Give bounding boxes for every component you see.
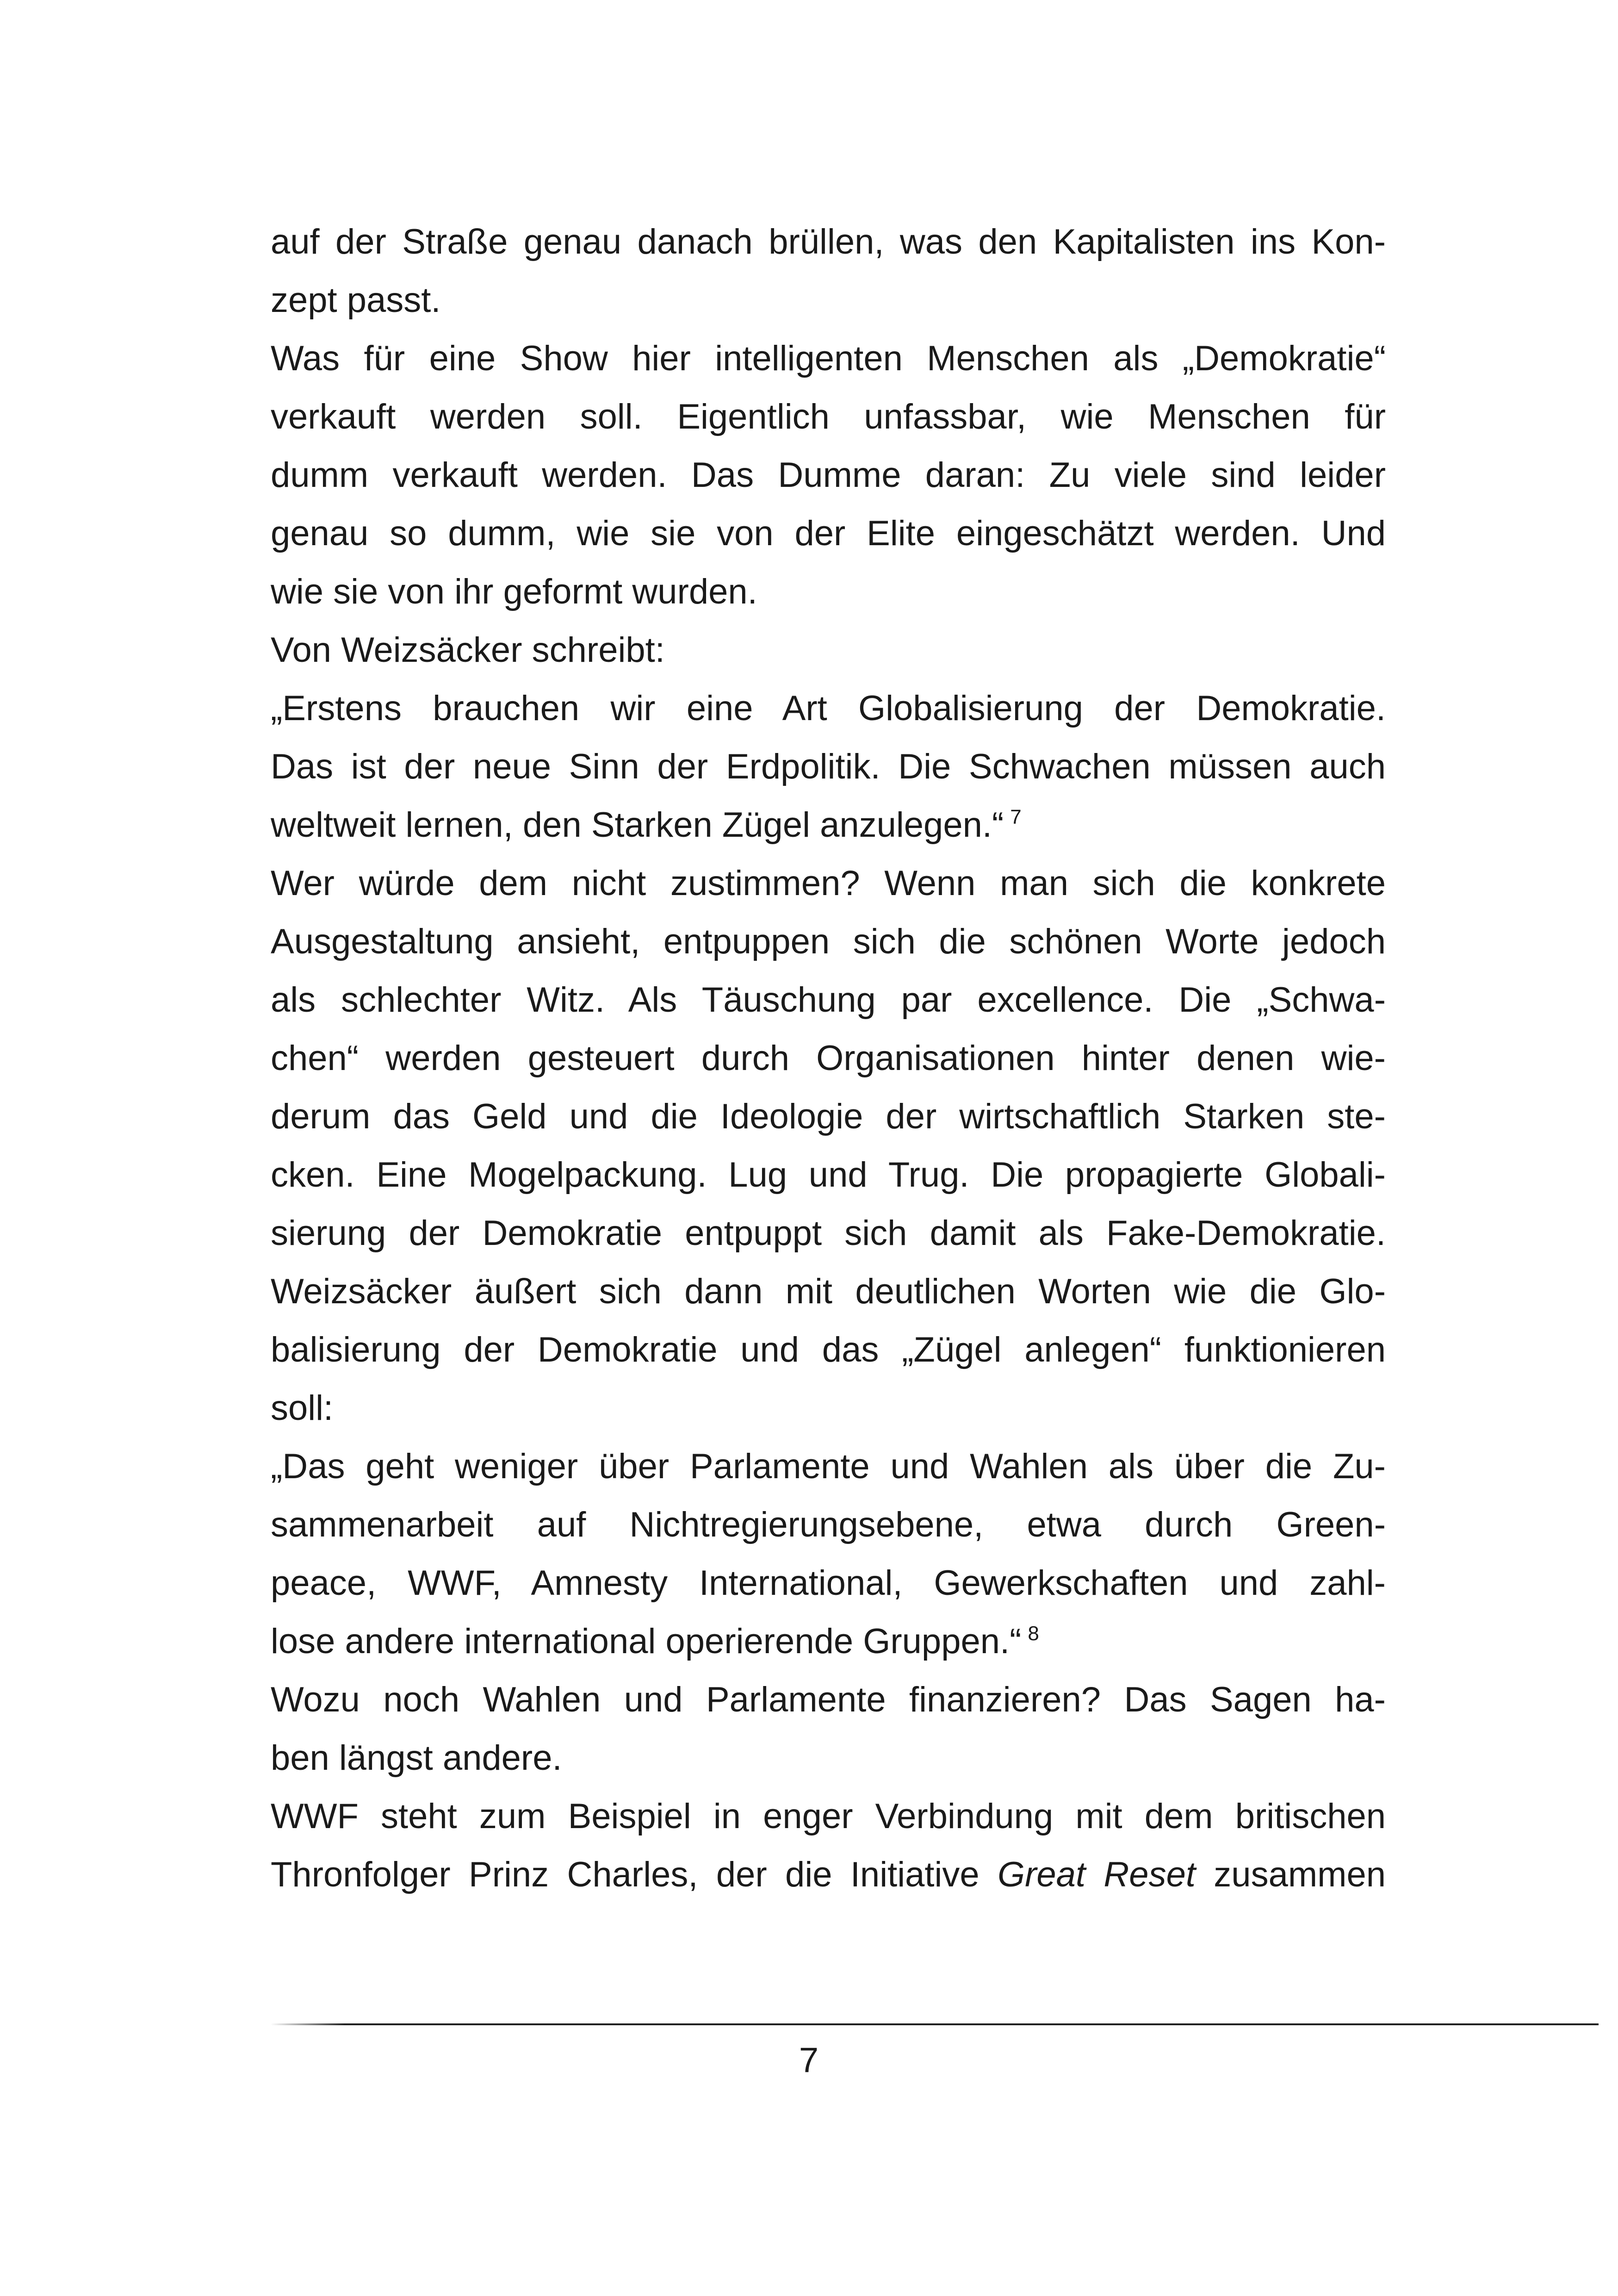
text-line <box>271 1496 1386 1554</box>
footer-rule <box>271 2023 1599 2025</box>
text-line <box>271 388 1386 446</box>
text-line-content: Das ist der neue Sinn der Erdpolitik. Die Schwachen müssen auch <box>271 747 1386 786</box>
text-line-content: lose andere international operierende Gruppen.“ <box>271 1622 1022 1661</box>
text-line-content: wie sie von ihr geformt wurden. <box>271 572 757 611</box>
text-line <box>271 854 1386 913</box>
text-line-content: peace, WWF, Amnesty International, Gewerkschaften und zahl- <box>271 1563 1386 1603</box>
text-line <box>271 213 1386 271</box>
text-line <box>271 1554 1386 1612</box>
text-line-content: verkauft werden soll. Eigentlich unfassbar, wie Menschen für <box>271 397 1386 436</box>
text-line-content: derum das Geld und die Ideologie der wirtschaftlich Starken ste- <box>271 1097 1386 1136</box>
footnote-marker: 7 <box>1010 806 1022 828</box>
text-line <box>271 1321 1386 1379</box>
text-line-content: zusammen <box>1195 1855 1386 1894</box>
text-line-content: zept passt. <box>271 280 441 320</box>
footnote-marker: 8 <box>1028 1622 1039 1645</box>
text-line-content: „Das geht weniger über Parlamente und Wahlen als über die Zu- <box>271 1447 1386 1486</box>
text-line-content: balisierung der Demokratie und das „Zügel anlegen“ funktionieren <box>271 1330 1386 1369</box>
text-line <box>271 971 1386 1029</box>
text-line-content: Wozu noch Wahlen und Parlamente finanzieren? Das Sagen ha- <box>271 1680 1386 1719</box>
text-line-content: cken. Eine Mogelpackung. Lug und Trug. Die propagierte Globali- <box>271 1155 1386 1195</box>
text-line-content: sierung der Demokratie entpuppt sich damit als Fake-Demokratie. <box>271 1213 1386 1253</box>
text-line <box>271 1846 1386 1904</box>
text-line-content: Von Weizsäcker schreibt: <box>271 630 665 670</box>
text-line <box>271 913 1386 971</box>
text-line <box>271 621 1386 679</box>
text-line-content: dumm verkauft werden. Das Dumme daran: Zu viele sind leider <box>271 455 1386 495</box>
body-text <box>271 213 1386 1904</box>
text-line-content: als schlechter Witz. Als Täuschung par excellence. Die „Schwa- <box>271 980 1386 1020</box>
text-line <box>271 1263 1386 1321</box>
text-line-content: genau so dumm, wie sie von der Elite eingeschätzt werden. Und <box>271 514 1386 553</box>
text-line-content: soll: <box>271 1388 334 1428</box>
text-line <box>271 271 1386 330</box>
text-line <box>271 1729 1386 1787</box>
text-line-content: Weizsäcker äußert sich dann mit deutlichen Worten wie die Glo- <box>271 1272 1386 1311</box>
footer-rule-fade <box>271 2023 345 2025</box>
italic-title: Great Reset <box>997 1855 1196 1894</box>
page-number: 7 <box>799 2041 819 2080</box>
text-line <box>271 1671 1386 1729</box>
text-line <box>271 679 1386 738</box>
text-line <box>271 563 1386 621</box>
text-line-content: sammenarbeit auf Nichtregierungsebene, etwa durch Green- <box>271 1505 1386 1544</box>
text-line <box>271 796 1386 854</box>
text-line <box>271 738 1386 796</box>
text-line <box>271 1612 1386 1671</box>
text-line-content: „Erstens brauchen wir eine Art Globalisierung der Demokratie. <box>271 689 1386 728</box>
text-line <box>271 1437 1386 1496</box>
text-line-content: Was für eine Show hier intelligenten Menschen als „Demokratie“ <box>271 339 1386 378</box>
text-line-content: Thronfolger Prinz Charles, der die Initiative <box>271 1855 998 1894</box>
text-line <box>271 1379 1386 1437</box>
text-line-content: WWF steht zum Beispiel in enger Verbindung mit dem britischen <box>271 1797 1386 1836</box>
text-line-content: chen“ werden gesteuert durch Organisationen hinter denen wie- <box>271 1039 1386 1078</box>
text-line <box>271 1146 1386 1204</box>
text-line-content: Ausgestaltung ansieht, entpuppen sich die schönen Worte jedoch <box>271 922 1386 961</box>
text-line-content: weltweit lernen, den Starken Zügel anzulegen.“ <box>271 805 1004 845</box>
text-line <box>271 504 1386 563</box>
text-line <box>271 330 1386 388</box>
text-line <box>271 1029 1386 1088</box>
text-line <box>271 446 1386 504</box>
text-line-content: Wer würde dem nicht zustimmen? Wenn man sich die konkrete <box>271 864 1386 903</box>
text-line-content: ben längst andere. <box>271 1738 562 1778</box>
text-line <box>271 1204 1386 1263</box>
text-line <box>271 1088 1386 1146</box>
text-line-content: auf der Straße genau danach brüllen, was den Kapitalisten ins Kon- <box>271 222 1386 261</box>
text-line <box>271 1787 1386 1846</box>
